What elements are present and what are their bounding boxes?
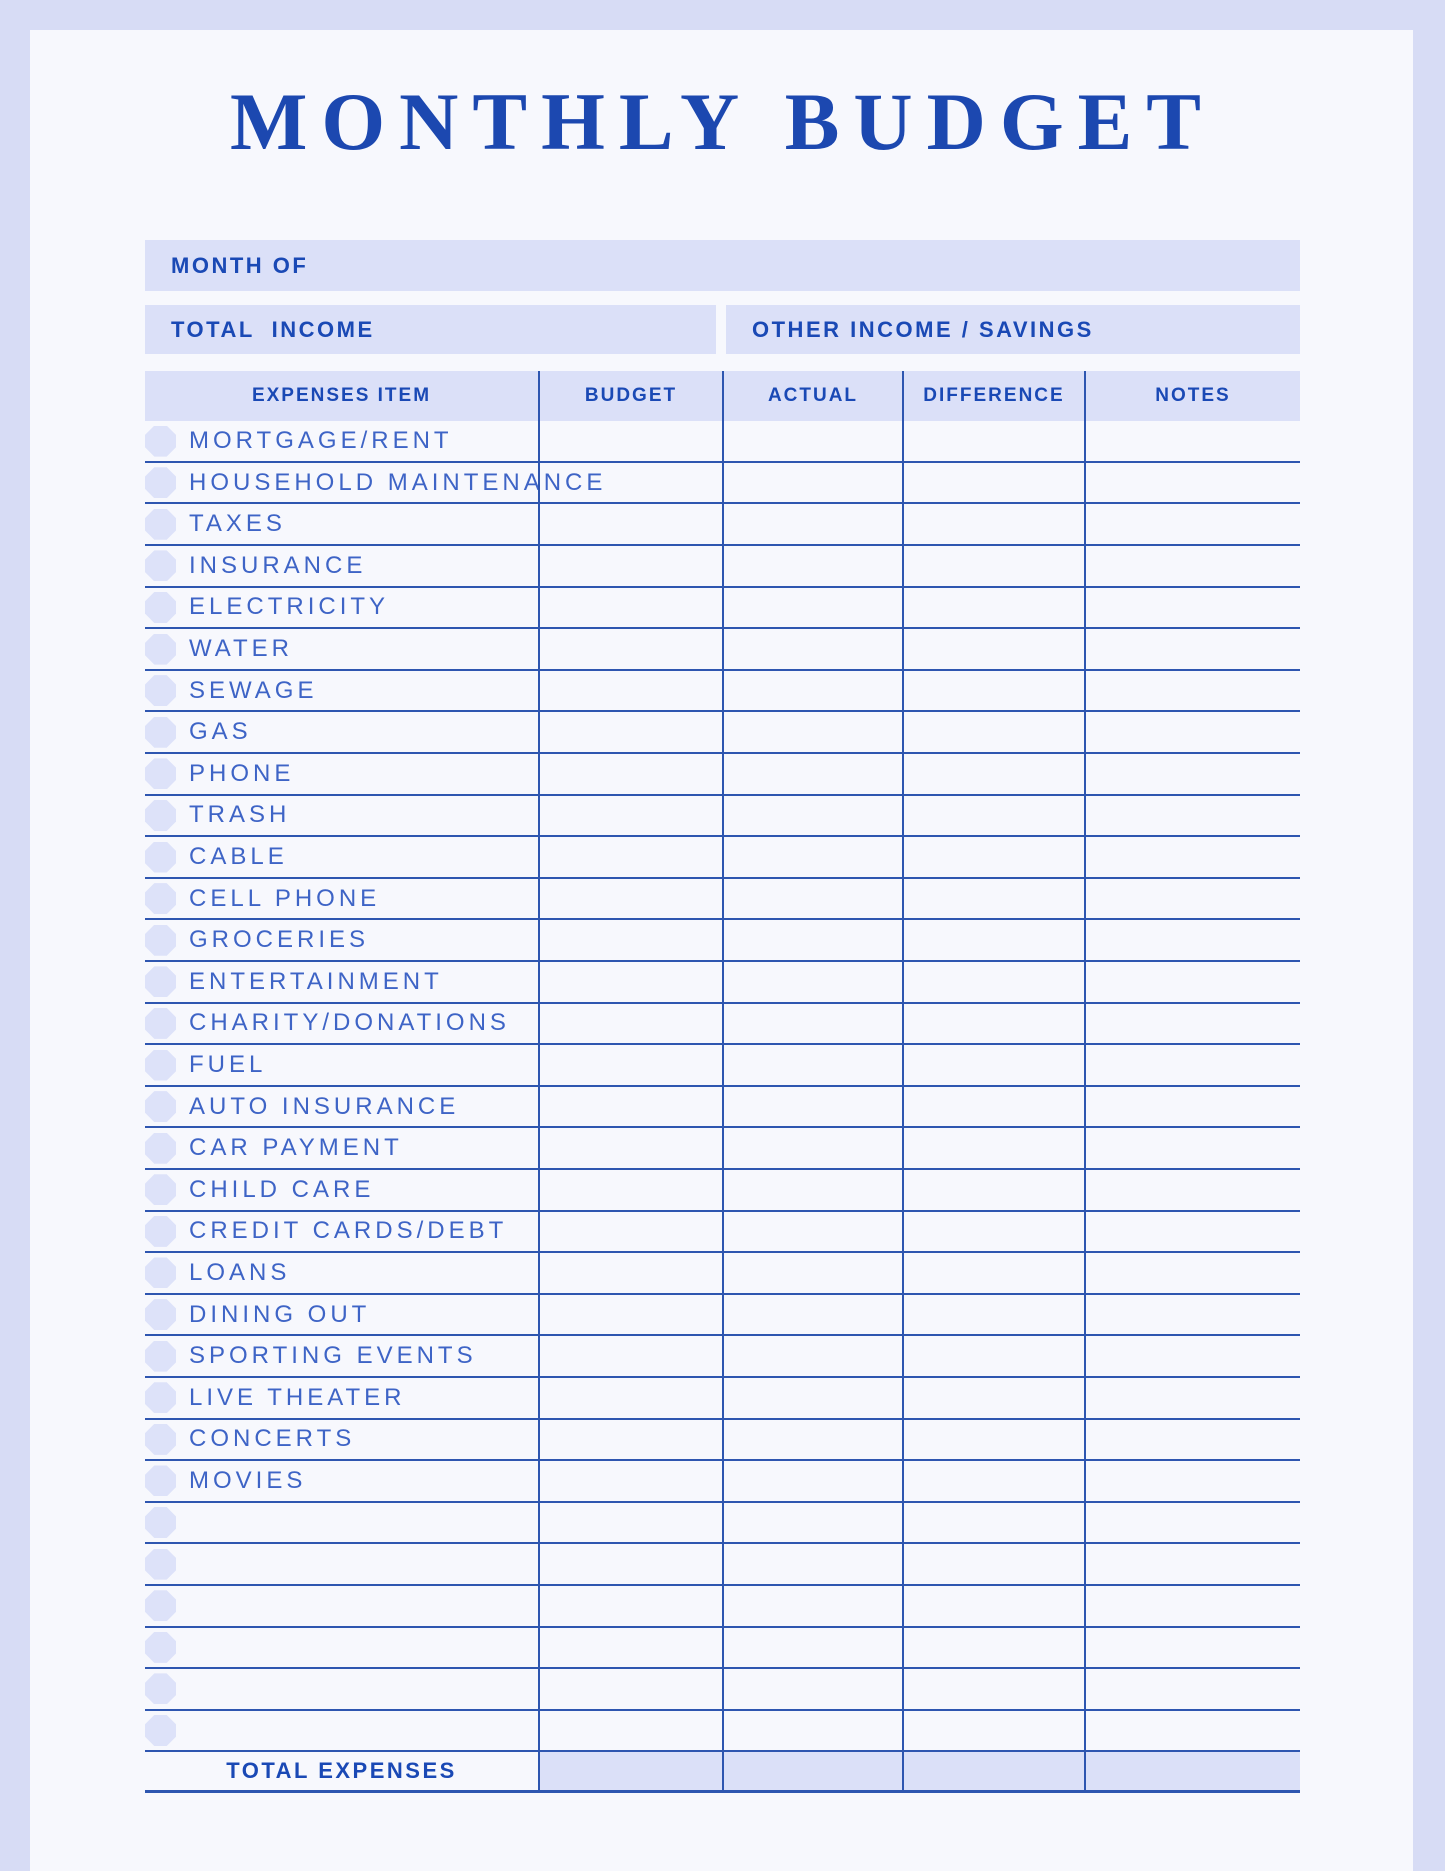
difference-cell[interactable] [902, 796, 1084, 836]
expense-item-label: AUTO INSURANCE [189, 1092, 460, 1120]
difference-cell[interactable] [902, 546, 1084, 586]
expense-item-label: LIVE THEATER [189, 1383, 406, 1411]
expense-item-cell [145, 1170, 538, 1210]
notes-cell[interactable] [1084, 1461, 1300, 1501]
planner-sheet [30, 30, 1413, 1871]
expense-item-cell [145, 1544, 538, 1584]
total-income-field[interactable] [145, 305, 716, 354]
bullet-icon [145, 550, 176, 581]
table-row [145, 1253, 1300, 1295]
table-row [145, 1336, 1300, 1378]
expense-item-label: FUEL [189, 1051, 267, 1078]
expense-item-cell [145, 712, 538, 752]
budget-cell[interactable] [538, 1170, 722, 1210]
bullet-icon [145, 467, 176, 498]
actual-cell[interactable] [722, 629, 902, 669]
table-row [145, 1544, 1300, 1586]
table-row [145, 1170, 1300, 1212]
budget-cell[interactable] [538, 879, 722, 919]
expense-item-cell [145, 1004, 538, 1044]
bullet-icon [145, 1590, 176, 1621]
bullet-icon [145, 1507, 176, 1538]
actual-cell[interactable] [722, 671, 902, 711]
table-row [145, 879, 1300, 921]
table-row [145, 1503, 1300, 1545]
actual-cell[interactable] [722, 754, 902, 794]
bullet-icon [145, 1216, 176, 1247]
bullet-icon [145, 1133, 176, 1164]
expense-item-cell [145, 1336, 538, 1376]
expense-item-label: GROCERIES [189, 926, 370, 954]
notes-cell[interactable] [1084, 588, 1300, 628]
budget-cell[interactable] [538, 962, 722, 1002]
bullet-icon [145, 426, 176, 457]
budget-cell[interactable] [538, 546, 722, 586]
bullet-icon [145, 592, 176, 623]
budget-cell[interactable] [538, 1336, 722, 1376]
expense-item-label: CHARITY/DONATIONS [189, 1009, 510, 1037]
notes-cell[interactable] [1084, 879, 1300, 919]
table-row [145, 1586, 1300, 1628]
notes-cell[interactable] [1084, 463, 1300, 503]
expense-item-cell [145, 796, 538, 836]
expense-item-label: GAS [189, 718, 252, 746]
table-row [145, 837, 1300, 879]
difference-cell[interactable] [902, 1045, 1084, 1085]
table-row [145, 671, 1300, 713]
difference-cell[interactable] [902, 421, 1084, 461]
expense-item-label: DINING OUT [189, 1300, 371, 1328]
actual-cell[interactable] [722, 1711, 902, 1751]
budget-cell[interactable] [538, 588, 722, 628]
expense-item-label: CAR PAYMENT [189, 1134, 403, 1162]
budget-cell[interactable] [538, 1045, 722, 1085]
notes-cell[interactable] [1084, 671, 1300, 711]
expense-item-label: CONCERTS [189, 1425, 356, 1453]
difference-cell[interactable] [902, 1544, 1084, 1584]
budget-cell[interactable] [538, 1295, 722, 1335]
notes-cell[interactable] [1084, 546, 1300, 586]
bullet-icon [145, 883, 176, 914]
expense-item-cell [145, 671, 538, 711]
difference-cell[interactable] [902, 712, 1084, 752]
expense-item-cell [145, 1586, 538, 1626]
expense-item-cell [145, 1461, 538, 1501]
expense-item-label: CHILD CARE [189, 1175, 375, 1203]
bullet-icon [145, 1174, 176, 1205]
expense-item-label: SEWAGE [189, 676, 318, 704]
actual-cell[interactable] [722, 920, 902, 960]
notes-cell[interactable] [1084, 421, 1300, 461]
bullet-icon [145, 1257, 176, 1288]
bullet-icon [145, 1091, 176, 1122]
actual-cell[interactable] [722, 463, 902, 503]
expense-item-label: MORTGAGE/RENT [189, 427, 453, 455]
expense-item-cell [145, 1378, 538, 1418]
notes-cell[interactable] [1084, 629, 1300, 669]
expense-item-cell [145, 463, 607, 503]
table-row [145, 1669, 1300, 1711]
actual-cell[interactable] [722, 1128, 902, 1168]
expense-item-cell [145, 1628, 538, 1668]
actual-cell[interactable] [722, 1087, 902, 1127]
notes-cell[interactable] [1084, 1295, 1300, 1335]
column-header-difference: DIFFERENCE [902, 371, 1084, 421]
expense-item-cell [145, 421, 538, 461]
budget-cell[interactable] [538, 629, 722, 669]
column-header-expenses-item: EXPENSES ITEM [251, 385, 432, 407]
notes-cell[interactable] [1084, 1212, 1300, 1252]
table-row [145, 1628, 1300, 1670]
total-income-label: TOTAL INCOME [171, 316, 375, 342]
difference-cell[interactable] [902, 1586, 1084, 1626]
bullet-icon [145, 1632, 176, 1663]
bullet-icon [145, 634, 176, 665]
expense-item-label: ELECTRICITY [189, 593, 390, 621]
expense-item-cell [145, 1253, 538, 1293]
bullet-icon [145, 675, 176, 706]
actual-cell[interactable] [722, 1503, 902, 1543]
bullet-icon [145, 1341, 176, 1372]
difference-cell[interactable] [902, 629, 1084, 669]
table-row [145, 1461, 1300, 1503]
table-row [145, 754, 1300, 796]
notes-cell[interactable] [1084, 1586, 1300, 1626]
expense-item-cell [145, 1087, 538, 1127]
difference-cell[interactable] [902, 1212, 1084, 1252]
budget-cell[interactable] [538, 504, 722, 544]
total-notes-cell[interactable] [1084, 1752, 1300, 1790]
expense-item-cell [145, 879, 538, 919]
table-row [145, 1420, 1300, 1462]
budget-cell[interactable] [538, 1253, 722, 1293]
table-row [145, 1378, 1300, 1420]
expense-item-cell [145, 629, 538, 669]
notes-cell[interactable] [1084, 1004, 1300, 1044]
expense-item-label: TRASH [189, 801, 291, 829]
table-row [145, 1212, 1300, 1254]
notes-cell[interactable] [1084, 1420, 1300, 1460]
actual-cell[interactable] [722, 546, 902, 586]
actual-cell[interactable] [722, 1170, 902, 1210]
notes-cell[interactable] [1084, 1087, 1300, 1127]
notes-cell[interactable] [1084, 1336, 1300, 1376]
difference-cell[interactable] [902, 1711, 1084, 1751]
table-row [145, 1087, 1300, 1129]
difference-cell[interactable] [902, 1503, 1084, 1543]
difference-cell[interactable] [902, 754, 1084, 794]
actual-cell[interactable] [722, 1045, 902, 1085]
notes-cell[interactable] [1084, 1628, 1300, 1668]
difference-cell[interactable] [902, 671, 1084, 711]
budget-cell[interactable] [538, 1544, 722, 1584]
actual-cell[interactable] [722, 1461, 902, 1501]
bullet-icon [145, 925, 176, 956]
expense-item-label: WATER [189, 635, 293, 663]
table-row [145, 962, 1300, 1004]
bullet-icon [145, 1424, 176, 1455]
table-row [145, 1004, 1300, 1046]
budget-cell[interactable] [538, 1087, 722, 1127]
notes-cell[interactable] [1084, 1544, 1300, 1584]
notes-cell[interactable] [1084, 920, 1300, 960]
difference-cell[interactable] [902, 920, 1084, 960]
expense-item-cell [145, 1128, 538, 1168]
difference-cell[interactable] [902, 962, 1084, 1002]
budget-cell[interactable] [538, 1420, 722, 1460]
budget-cell[interactable] [538, 1128, 722, 1168]
table-row [145, 588, 1300, 630]
difference-cell[interactable] [902, 1170, 1084, 1210]
total-actual-cell[interactable] [722, 1752, 902, 1790]
budget-cell[interactable] [538, 712, 722, 752]
table-row [145, 463, 1300, 505]
actual-cell[interactable] [722, 1544, 902, 1584]
table-row [145, 796, 1300, 838]
budget-cell[interactable] [538, 837, 722, 877]
bullet-icon [145, 1382, 176, 1413]
budget-cell[interactable] [538, 1586, 722, 1626]
planner-content [145, 75, 1300, 1793]
expenses-table [145, 371, 1300, 1793]
budget-cell[interactable] [538, 421, 722, 461]
expense-item-cell [145, 1711, 538, 1751]
budget-cell[interactable] [538, 1004, 722, 1044]
bullet-icon [145, 1050, 176, 1081]
difference-cell[interactable] [902, 1378, 1084, 1418]
bullet-icon [145, 758, 176, 789]
table-row [145, 546, 1300, 588]
expense-item-label: LOANS [189, 1258, 291, 1286]
column-header-budget: BUDGET [538, 371, 722, 421]
actual-cell[interactable] [722, 837, 902, 877]
actual-cell[interactable] [722, 1295, 902, 1335]
expense-item-cell [145, 1503, 538, 1543]
budget-cell[interactable] [538, 1212, 722, 1252]
notes-cell[interactable] [1084, 1128, 1300, 1168]
expense-item-label: MOVIES [189, 1466, 307, 1494]
expense-item-label: INSURANCE [189, 551, 367, 579]
actual-cell[interactable] [722, 504, 902, 544]
notes-cell[interactable] [1084, 754, 1300, 794]
difference-cell[interactable] [902, 588, 1084, 628]
budget-cell[interactable] [538, 1503, 722, 1543]
table-row [145, 920, 1300, 962]
notes-cell[interactable] [1084, 1045, 1300, 1085]
month-of-field[interactable] [145, 240, 1300, 291]
difference-cell[interactable] [902, 1004, 1084, 1044]
bullet-icon [145, 800, 176, 831]
actual-cell[interactable] [722, 879, 902, 919]
actual-cell[interactable] [722, 1586, 902, 1626]
budget-cell[interactable] [538, 1711, 722, 1751]
difference-cell[interactable] [902, 1420, 1084, 1460]
difference-cell[interactable] [902, 1628, 1084, 1668]
other-income-field[interactable] [726, 305, 1300, 354]
expense-item-label: CABLE [189, 843, 288, 871]
expense-item-label: TAXES [189, 510, 286, 538]
notes-cell[interactable] [1084, 1503, 1300, 1543]
expense-item-label: ENTERTAINMENT [189, 967, 443, 995]
bullet-icon [145, 1549, 176, 1580]
budget-cell[interactable] [538, 754, 722, 794]
actual-cell[interactable] [722, 421, 902, 461]
expense-item-cell [145, 754, 538, 794]
expense-item-cell [145, 588, 538, 628]
difference-cell[interactable] [902, 1128, 1084, 1168]
notes-cell[interactable] [1084, 1669, 1300, 1709]
difference-cell[interactable] [902, 1669, 1084, 1709]
budget-cell[interactable] [538, 463, 722, 503]
notes-cell[interactable] [1084, 504, 1300, 544]
table-row [145, 504, 1300, 546]
actual-cell[interactable] [722, 1628, 902, 1668]
budget-cell[interactable] [538, 796, 722, 836]
expense-item-cell [145, 1295, 538, 1335]
difference-cell[interactable] [902, 1461, 1084, 1501]
actual-cell[interactable] [722, 1004, 902, 1044]
budget-cell[interactable] [538, 1669, 722, 1709]
actual-cell[interactable] [722, 1253, 902, 1293]
difference-cell[interactable] [902, 1336, 1084, 1376]
bullet-icon [145, 1715, 176, 1746]
bullet-icon [145, 842, 176, 873]
actual-cell[interactable] [722, 1669, 902, 1709]
total-difference-cell[interactable] [902, 1752, 1084, 1790]
budget-cell[interactable] [538, 671, 722, 711]
notes-cell[interactable] [1084, 712, 1300, 752]
column-header-actual: ACTUAL [722, 371, 902, 421]
notes-cell[interactable] [1084, 796, 1300, 836]
expense-item-cell [145, 1212, 538, 1252]
table-row [145, 1711, 1300, 1753]
actual-cell[interactable] [722, 588, 902, 628]
actual-cell[interactable] [722, 1212, 902, 1252]
notes-cell[interactable] [1084, 962, 1300, 1002]
budget-cell[interactable] [538, 1378, 722, 1418]
expenses-table-header [145, 371, 1300, 421]
month-of-label: MONTH OF [171, 252, 309, 278]
difference-cell[interactable] [902, 879, 1084, 919]
difference-cell[interactable] [902, 1087, 1084, 1127]
expense-item-label: PHONE [189, 759, 295, 787]
bullet-icon [145, 1673, 176, 1704]
table-row [145, 712, 1300, 754]
actual-cell[interactable] [722, 712, 902, 752]
bullet-icon [145, 717, 176, 748]
notes-cell[interactable] [1084, 1170, 1300, 1210]
table-row [145, 421, 1300, 463]
table-row [145, 1045, 1300, 1087]
bullet-icon [145, 509, 176, 540]
table-row [145, 629, 1300, 671]
budget-cell[interactable] [538, 1461, 722, 1501]
table-row [145, 1128, 1300, 1170]
expense-item-cell [145, 962, 538, 1002]
other-income-label: OTHER INCOME / SAVINGS [752, 316, 1094, 342]
actual-cell[interactable] [722, 962, 902, 1002]
actual-cell[interactable] [722, 796, 902, 836]
bullet-icon [145, 1299, 176, 1330]
table-row [145, 1295, 1300, 1337]
expense-item-label: CREDIT CARDS/DEBT [189, 1217, 508, 1245]
notes-cell[interactable] [1084, 1378, 1300, 1418]
expense-item-cell [145, 837, 538, 877]
expense-item-label: HOUSEHOLD MAINTENANCE [189, 468, 607, 496]
total-budget-cell[interactable] [538, 1752, 722, 1790]
expense-item-cell [145, 1045, 538, 1085]
expense-item-cell [145, 504, 538, 544]
actual-cell[interactable] [722, 1378, 902, 1418]
notes-cell[interactable] [1084, 1253, 1300, 1293]
actual-cell[interactable] [722, 1420, 902, 1460]
expense-item-label: SPORTING EVENTS [189, 1342, 477, 1370]
total-expenses-row [145, 1752, 1300, 1793]
difference-cell[interactable] [902, 1253, 1084, 1293]
page-title: MONTHLY BUDGET [229, 76, 1215, 167]
expenses-table-body [145, 421, 1300, 1752]
expense-item-cell [145, 546, 538, 586]
income-section [145, 305, 1300, 354]
bullet-icon [145, 1465, 176, 1496]
difference-cell[interactable] [902, 1295, 1084, 1335]
notes-cell[interactable] [1084, 837, 1300, 877]
expense-item-cell [145, 920, 538, 960]
expense-item-label: CELL PHONE [189, 884, 381, 912]
bullet-icon [145, 1008, 176, 1039]
total-expenses-label: TOTAL EXPENSES [226, 1758, 457, 1784]
expense-item-cell [145, 1420, 538, 1460]
column-header-notes: NOTES [1084, 371, 1300, 421]
difference-cell[interactable] [902, 463, 1084, 503]
difference-cell[interactable] [902, 837, 1084, 877]
bullet-icon [145, 966, 176, 997]
difference-cell[interactable] [902, 504, 1084, 544]
actual-cell[interactable] [722, 1336, 902, 1376]
notes-cell[interactable] [1084, 1711, 1300, 1751]
budget-cell[interactable] [538, 920, 722, 960]
budget-cell[interactable] [538, 1628, 722, 1668]
expense-item-cell [145, 1669, 538, 1709]
